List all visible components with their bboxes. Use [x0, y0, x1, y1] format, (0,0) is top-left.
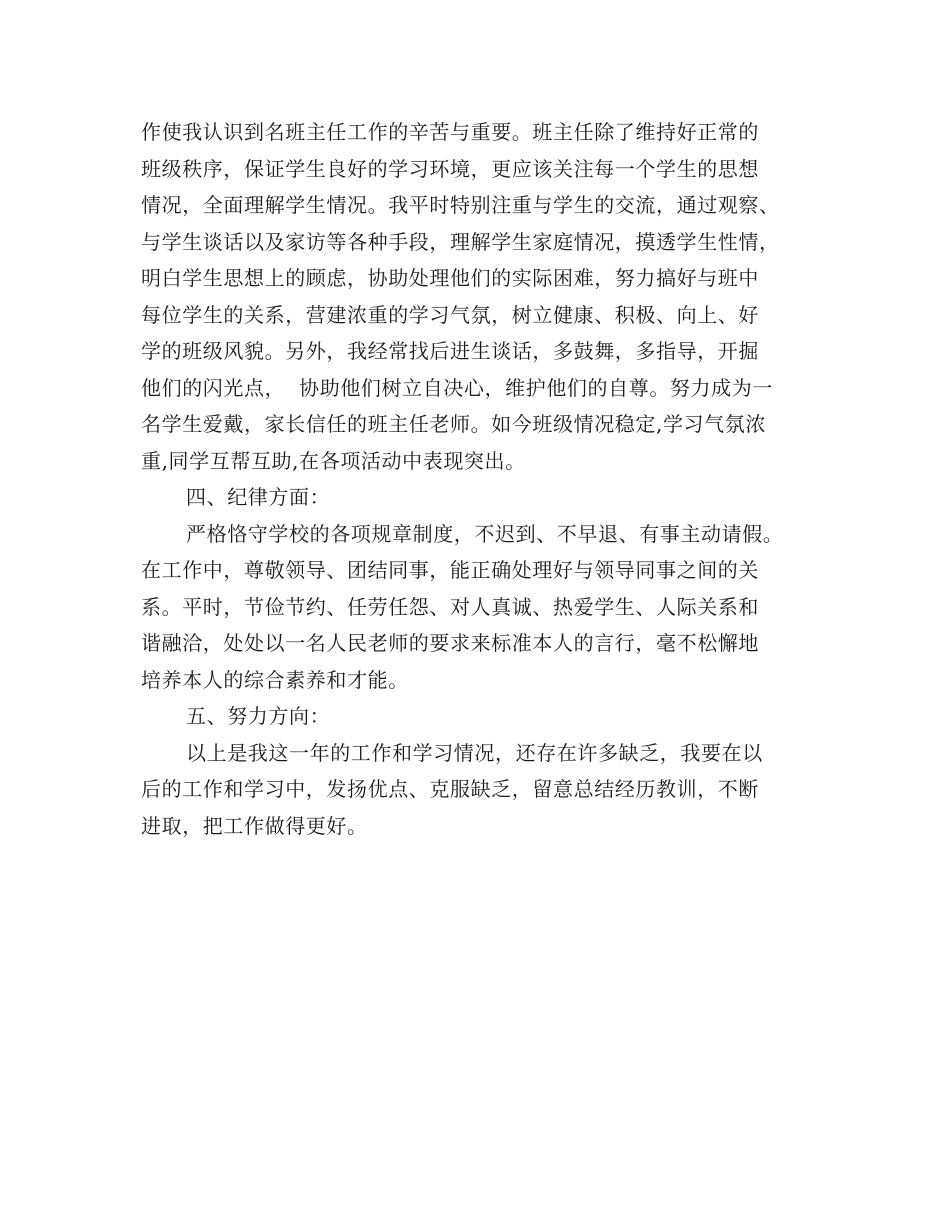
text-line: 作使我认识到名班主任工作的辛苦与重要。班主任除了维持好正常的 — [141, 120, 759, 144]
text-line: 进取，把工作做得更好。 — [141, 813, 368, 838]
text-line: 在工作中，尊敬领导、团结同事，能正确处理好与领导同事之间的关 — [141, 558, 759, 582]
text-line: 系。平时，节俭节约、任劳任怨、对人真诚、热爱学生、人际关系和 — [141, 594, 759, 619]
text-line: 重,同学互帮互助,在各项活动中表现突出。 — [141, 448, 526, 473]
section-heading-discipline: 四、纪律方面： — [186, 485, 331, 509]
text-line: 他们的闪光点， 协助他们树立自决心，维护他们的自尊。努力成为一 — [141, 375, 773, 400]
text-line: 与学生谈话以及家访等各种手段，理解学生家庭情况，摸透学生性情， — [141, 229, 780, 254]
text-line: 谐融洽，处处以一名人民老师的要求来标准本人的言行，毫不松懈地 — [141, 631, 759, 655]
section-heading-direction: 五、努力方向： — [186, 704, 331, 728]
text-line: 以上是我这一年的工作和学习情况，还存在许多缺乏，我要在以 — [186, 740, 763, 765]
text-line: 每位学生的关系，营建浓重的学习气氛，树立健康、积极、向上、好 — [141, 302, 759, 327]
text-line: 明白学生思想上的顾虑，协助处理他们的实际困难，努力搞好与班中 — [141, 266, 759, 290]
document-body — [141, 114, 821, 844]
text-line: 严格恪守学校的各项规章制度，不迟到、不早退、有事主动请假。 — [186, 521, 784, 546]
text-line: 培养本人的综合素养和才能。 — [141, 667, 409, 692]
text-line: 后的工作和学习中，发扬优点、克服缺乏，留意总结经历教训，不断 — [141, 777, 759, 801]
text-line: 名学生爱戴，家长信任的班主任老师。如今班级情况稳定,学习气氛浓 — [141, 412, 766, 436]
text-line: 情况，全面理解学生情况。我平时特别注重与学生的交流，通过观察、 — [141, 193, 780, 217]
text-line: 学的班级风貌。另外，我经常找后进生谈话，多鼓舞，多指导，开掘 — [141, 339, 759, 363]
text-line: 班级秩序，保证学生良好的学习环境，更应该关注每一个学生的思想 — [141, 156, 759, 181]
